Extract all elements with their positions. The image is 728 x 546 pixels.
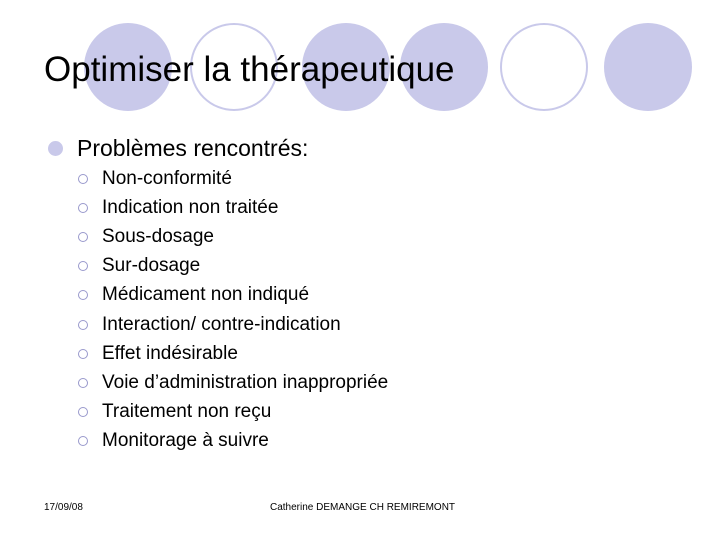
filled-circle-bullet-icon — [48, 141, 63, 156]
list-item-text: Interaction/ contre-indication — [102, 313, 341, 335]
list-item — [78, 310, 388, 339]
footer-date: 17/09/08 — [44, 502, 83, 513]
list-item — [78, 368, 388, 397]
list-item-text: Sous-dosage — [102, 225, 214, 247]
list-item-text: Traitement non reçu — [102, 401, 272, 423]
list-item-text: Monitorage à suivre — [102, 430, 269, 452]
list-item-text: Non-conformité — [102, 167, 232, 189]
list-item — [78, 398, 388, 427]
hollow-circle-bullet-icon — [78, 349, 88, 359]
main-bullet-point — [48, 134, 308, 162]
list-item — [78, 427, 388, 456]
hollow-circle-bullet-icon — [78, 203, 88, 213]
problems-list — [78, 164, 388, 456]
hollow-circle-bullet-icon — [78, 261, 88, 271]
hollow-circle-bullet-icon — [78, 232, 88, 242]
slide-title: Optimiser la thérapeutique — [44, 50, 455, 89]
list-item — [78, 222, 388, 251]
hollow-circle-bullet-icon — [78, 436, 88, 446]
list-item — [78, 164, 388, 193]
hollow-circle-bullet-icon — [78, 407, 88, 417]
list-item — [78, 252, 388, 281]
list-item — [78, 339, 388, 368]
list-item-text: Effet indésirable — [102, 342, 238, 364]
list-item-text: Voie d’administration inappropriée — [102, 371, 389, 393]
footer-author: Catherine DEMANGE CH REMIREMONT — [270, 502, 456, 513]
list-item — [78, 281, 388, 310]
decor-circle-ring — [500, 23, 588, 111]
hollow-circle-bullet-icon — [78, 320, 88, 330]
main-point-text: Problèmes rencontrés: — [77, 135, 309, 161]
list-item-text: Indication non traitée — [102, 196, 279, 218]
decor-circle-filled — [604, 23, 692, 111]
hollow-circle-bullet-icon — [78, 290, 88, 300]
list-item — [78, 193, 388, 222]
list-item-text: Sur-dosage — [102, 255, 201, 277]
hollow-circle-bullet-icon — [78, 174, 88, 184]
hollow-circle-bullet-icon — [78, 378, 88, 388]
list-item-text: Médicament non indiqué — [102, 284, 310, 306]
